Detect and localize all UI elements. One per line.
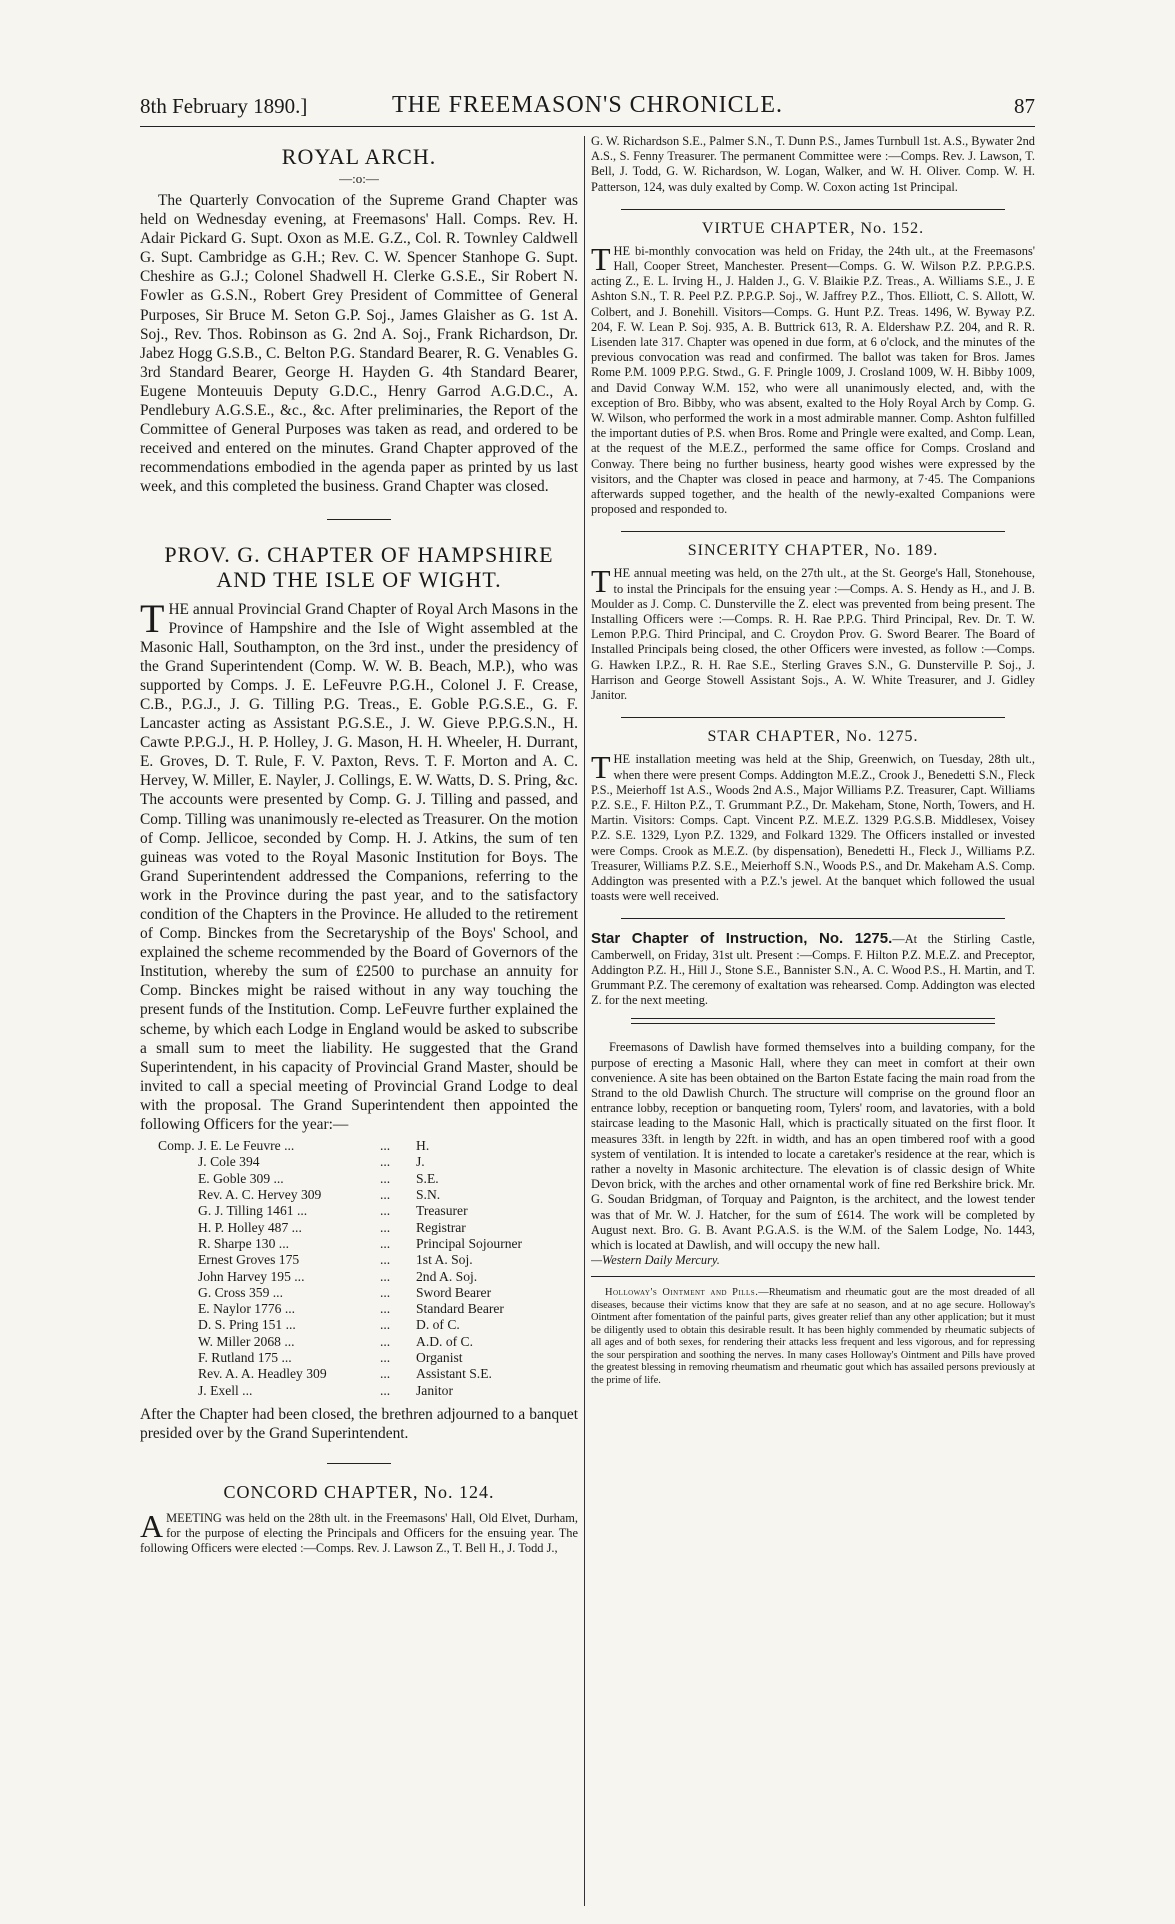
officer-name: F. Rutland 175 ... — [198, 1349, 292, 1365]
officer-row — [158, 1171, 522, 1187]
star-instruction-article — [591, 931, 1035, 1008]
officer-name: E. Goble 309 ... — [198, 1170, 284, 1186]
column-divider — [584, 136, 585, 1906]
publication-title: THE FREEMASON'S CHRONICLE. — [391, 92, 783, 118]
officer-name: D. S. Pring 151 ... — [198, 1317, 296, 1333]
officer-office: D. of C. — [416, 1317, 460, 1333]
officer-row — [158, 1252, 522, 1268]
officer-office: Sword Bearer — [416, 1284, 492, 1300]
royal-arch-heading: ROYAL ARCH. — [281, 144, 437, 169]
officer-name: H. P. Holley 487 ... — [198, 1219, 302, 1235]
concord-article-continued: G. W. Richardson S.E., Palmer S.N., T. Dunn P.S., James Turnbull 1st. A.S., Bywater 2nd A.S., S. Fenny Treasurer. The permanent Committee were :—Comps. Rev. J. Lawson, T. Bell, J. Todd, G. W. Richardson, W. Logan, Walker, and W. H. Oliver. Comp. W. H. Patterson, 124, was duly exalted by Comp. W. Coxon acting 1st Principal. — [591, 134, 1035, 194]
section-rule — [327, 519, 391, 520]
officer-leader-dots: ... — [380, 1317, 391, 1333]
concord-article-text: MEETING was held on the 28th ult. in the Freemasons' Hall, Old Elvet, Durham, for the purpose of electing the Principals and Officers for the ensuing year. The following Officers were elected :—Comps. Rev. J. Lawson Z., T. Bell H., J. Todd J., — [140, 1511, 578, 1556]
holloway-text — [591, 1287, 1035, 1387]
officer-leader-dots: ... — [380, 1187, 391, 1203]
officer-office: 2nd A. Soj. — [416, 1268, 478, 1284]
holloway-advertisement — [591, 1287, 1035, 1387]
officer-office: Registrar — [416, 1219, 466, 1235]
officer-row — [158, 1317, 522, 1333]
hampshire-article — [140, 595, 578, 1135]
officer-leader-dots: ... — [380, 1284, 391, 1300]
double-rule — [631, 1018, 995, 1024]
officer-row — [158, 1366, 522, 1382]
officers-table — [158, 1138, 522, 1399]
officer-name: J. Cole 394 — [198, 1154, 260, 1170]
ornament-divider: —:o:— — [339, 171, 379, 186]
drop-cap: T — [591, 240, 611, 277]
officer-office: Organist — [416, 1349, 463, 1365]
officer-leader-dots: ... — [380, 1349, 391, 1365]
section-rule — [621, 918, 1005, 919]
hampshire-article-text: HE annual Provincial Grand Chapter of Royal Arch Masons in the Province of Hampshire and the Isle of Wight assembled at the Masonic Hall, Southampton, on the 3rd inst., under the presidency of the Grand Superintendent (Comp. W. W. B. Beach, M.P.), who was supported by Comps. J. E. LeFeuvre P.G.H., Colonel J. F. Crease, C.B., P.G.J., J. G. Tilling P.G. Treas., E. Goble P.G.S.E., G. F. Lancaster acting as Assistant P.G.S.E., J. W. Gieve P.P.G.S.N., H. Cawte P.P.G.J., H. P. Holley, J. G. Mason, H. H. Wheeler, H. Durrant, E. Groves, D. T. Rule, F. V. Paxton, Revs. T. F. Morton and A. C. Hervey, W. Miller, E. Nayler, J. Collings, E. W. Watts, D. S. Pring, &c. The accounts were presented by Comp. G. J. Tilling and passed, and Comp. Tilling was unanimously re-elected as Treasurer. On the motion of Comp. Jellicoe, seconded by Comp. H. J. Atkins, the sum of ten guineas was voted to the Royal Masonic Institution for Boys. The Grand Superintendent addressed the Companions, referring to the work in the Province during the past year, and to the satisfactory condition of the Chapters in the Province. He alluded to the retirement of Comp. Binckes from the Secretaryship of the Boys' School, and explained the scheme recommended by the Board of Governors of the Institution, whereby the sum of £2500 to purchase an annuity for Comp. Binckes might be raised without in any way touching the present funds of the Institution. Comp. LeFeuvre further explained the scheme, by which each Lodge in England would be asked to subscribe a small sum to meet the liability. He suggested that the Grand Superintendent, in his capacity of Provincial Grand Master, should be invited to call a special meeting of Provincial Grand Lodge to deal with the proposal. The Grand Superintendent then appointed the following Officers for the year:— — [140, 600, 578, 1134]
officer-name: J. Exell ... — [198, 1382, 253, 1398]
issue-date: 8th February 1890.] — [140, 94, 308, 118]
officer-name: Rev. A. A. Headley 309 — [198, 1366, 327, 1382]
officer-office: H. — [416, 1138, 430, 1154]
holloway-body: —Rheumatism and rheumatic gout are the most dreaded of all diseases, because their victims know that they are safe at no season, and at no age secure. Holloway's Ointment after fomentation of the painful parts, gives greater relief than any other application; but it must be diligently used to obtain this desirable result. It has been highly commended by rheumatic subjects of all ages and of both sexes, for rendering their attacks less frequent and less vigorous, and for repressing the sour perspiration and soothing the nerves. In many cases Holloway's Ointment and Pills have proved the greatest blessing in removing rheumatism and rheumatic gout which has assailed persons previously at the prime of life. — [591, 1287, 1035, 1386]
virtue-article — [591, 240, 1035, 518]
officer-row — [158, 1236, 522, 1252]
officer-row — [158, 1285, 522, 1301]
left-column — [140, 134, 578, 1914]
officer-name: Ernest Groves 175 — [198, 1252, 300, 1268]
officer-row — [158, 1220, 522, 1236]
sincerity-article-text: HE annual meeting was held, on the 27th ult., at the St. George's Hall, Stonehouse, to instal the Principals for the ensuing year :—Comps. A. S. Hendy as H., and J. B. Moulder as J. Comp. C. Dunsterville the Z. elect was prevented from being present. The Installing Officers were :—Comps. R. H. Rae P.P.G. Third Principal, Rev. Dr. T. W. Lemon P.P.G. Third Principal, and C. Croydon Prov. G. Sword Bearer. The Board of Installed Principals being closed, the other Officers were invested, as follow :—Comps. G. Hawken I.P.Z., R. H. Rae S.E., Sterling Graves S.N., G. Dunsterville P. Soj., J. Harrison and George Stowell Assistant Sojs., A. W. White Treasurer, and J. Gidley Janitor. — [591, 566, 1035, 703]
section-rule — [621, 209, 1005, 210]
section-rule — [621, 717, 1005, 718]
officer-row — [158, 1383, 522, 1399]
officer-name: G. Cross 359 ... — [198, 1284, 283, 1300]
officer-row — [158, 1301, 522, 1317]
star-instruction-text: —At the Stirling Castle, Camberwell, on Friday, 31st ult. Present :—Comps. F. Hilton P.Z. M.E.Z. and Preceptor, Addington P.Z. H., Hill J., Stone S.E., Bannister S.N., A. C. Wood P.S., H. Martin, and T. Grummant P.Z. The ceremony of exaltation was rehearsed. Comp. Addington was elected Z. for the next meeting. — [591, 932, 1035, 1008]
officer-leader-dots: ... — [380, 1154, 391, 1170]
officer-row — [158, 1203, 522, 1219]
page-header — [140, 92, 1035, 127]
sincerity-heading: SINCERITY CHAPTER, No. 189. — [687, 542, 939, 560]
dawlish-attribution: —Western Daily Mercury. — [591, 1253, 720, 1268]
officer-leader-dots: ... — [380, 1333, 391, 1349]
section-rule — [327, 1463, 391, 1464]
section-rule — [591, 1276, 1035, 1277]
officer-leader-dots: ... — [380, 1203, 391, 1219]
officer-leader-dots: ... — [380, 1301, 391, 1317]
officer-office: 1st A. Soj. — [416, 1252, 473, 1268]
officer-leader-dots: ... — [380, 1170, 391, 1186]
officer-name: John Harvey 195 ... — [198, 1268, 305, 1284]
drop-cap: A — [140, 1508, 164, 1545]
officer-office: S.E. — [416, 1170, 439, 1186]
officer-leader-dots: ... — [380, 1138, 391, 1154]
officer-name: G. J. Tilling 1461 ... — [198, 1203, 308, 1219]
officer-row — [158, 1334, 522, 1350]
section-rule — [621, 531, 1005, 532]
officer-office: Assistant S.E. — [416, 1366, 492, 1382]
officer-name: E. Naylor 1776 ... — [198, 1301, 296, 1317]
concord-article — [140, 1508, 578, 1557]
officer-office: Standard Bearer — [416, 1301, 504, 1317]
dawlish-article: Freemasons of Dawlish have formed themselves into a building company, for the purpose of erecting a Masonic Hall, where they can meet in comfort at their own convenience. A site has been obtained on the Barton Estate facing the main road from the Strand to the old Dawlish Church. The structure will comprise on the ground floor an entrance lobby, reception or banqueting room, Tylers' room, and lavatories, with a bold staircase leading to the Masonic Hall, which is practically situated on the first floor. It measures 33ft. in length by 22ft. in width, and has an open timbered roof with a good system of ventilation. It is intended to locate a caretaker's residence at the rear, which is rather a novelty in Masonic architecture. The elevation is of classic design of White Devon brick, with the arches and other ornamental work of fine red Berkshire brick. Mr. G. Soudan Bridgman, of Torquay and Paignton, is the architect, and the lowest tender was that of Mr. W. J. Hatcher, for the sum of £614. The work will be completed by August next. Bro. G. B. Avant P.G.A.S. is the W.M. of the Salem Lodge, No. 1443, which is located at Dawlish, and will occupy the new hall. — [591, 1040, 1035, 1252]
officer-name: W. Miller 2068 ... — [198, 1333, 295, 1349]
officer-leader-dots: ... — [380, 1382, 391, 1398]
officer-row — [158, 1269, 522, 1285]
drop-cap: T — [591, 563, 611, 600]
virtue-heading: VIRTUE CHAPTER, No. 152. — [701, 219, 925, 237]
virtue-article-text: HE bi-monthly convocation was held on Friday, the 24th ult., at the Freemasons' Hall, Cooper Street, Manchester. Present—Comps. G. W. Wilson P.Z. P.P.G.P.S. acting Z., E. L. Irving H., J. Halden J., G. V. Blaikie P.Z. Treas., A. Williams S.E., J. E Ashton S.N., T. R. Peel P.Z. P.P.G.P. Soj., W. Jaffrey P.Z., Thos. Elliott, C. S. Allott, W. Colbert, and J. Bonehill. Visitors—Comps. G. Hunt P.Z. Treas. 1496, W. Byway P.Z. 204, F. W. Lean P. Soj. 935, A. B. Buttrick 613, R. A. Eldershaw P.Z. 204, and R. R. Lisenden late 317. Chapter was opened in due form, at 6 o'clock, and the minutes of the previous convocation was read and confirmed. The ballot was taken for Bros. James Rome P.M. 1009 P.P.G. Stwd., G. F. Pringle 1009, J. Crosland 1009, W. H. Bibby 1009, and David Conway W.M. 152, who were all unanimously elected, and, with the exception of Bro. Bibby, who was absent, exalted to the Holy Royal Arch by Comp. G. W. Wilson, who performed the work in a most admirable manner. Comp. Ashton fulfilled the important duties of P.S. when Bros. Rome and Pringle were exalted, and Comp. Lean, at the request of the M.E.Z., performed the same office for Comps. Crosland and Conway. There being no further business, hearty good wishes were expressed by the visitors, and the Chapter was closed in peace and harmony, at 7·45. The Companions afterwards supped together, and the health of the newly-exalted Companions were proposed and responded to. — [591, 243, 1035, 517]
drop-cap: T — [140, 595, 165, 641]
officer-office: Principal Sojourner — [416, 1235, 523, 1251]
officer-office: J. — [416, 1154, 425, 1170]
hampshire-closing: After the Chapter had been closed, the brethren adjourned to a banquet presided over by the Grand Superintendent. — [140, 1405, 578, 1442]
concord-heading: CONCORD CHAPTER, No. 124. — [223, 1482, 495, 1503]
officer-name: R. Sharpe 130 ... — [198, 1235, 289, 1251]
officer-leader-dots: ... — [380, 1268, 391, 1284]
officer-office: A.D. of C. — [416, 1333, 474, 1349]
officers-list — [158, 1138, 522, 1399]
officer-leader-dots: ... — [380, 1366, 391, 1382]
officer-office: Janitor — [416, 1382, 453, 1398]
sincerity-article — [591, 563, 1035, 703]
holloway-heading: Holloway's Ointment and Pills. — [605, 1287, 759, 1299]
drop-cap: T — [591, 749, 611, 786]
officer-leader-dots: ... — [380, 1219, 391, 1235]
officer-office: S.N. — [416, 1187, 441, 1203]
hampshire-heading-line2: AND THE ISLE OF WIGHT. — [216, 566, 502, 592]
page-number: 87 — [1014, 94, 1035, 118]
officer-leader-dots: ... — [380, 1252, 391, 1268]
officer-office: Treasurer — [416, 1203, 468, 1219]
officer-leader-dots: ... — [380, 1235, 391, 1251]
star-article — [591, 749, 1035, 904]
royal-arch-article: The Quarterly Convocation of the Supreme Grand Chapter was held on Wednesday evening, at Freemasons' Hall. Comps. Rev. H. Adair Pickard G. Supt. Oxon as M.E. G.Z., Col. R. Townley Caldwell G. Supt. Cambridge as G.H.; Rev. C. W. Spencer Stanhope G. Supt. Cheshire as G.J.; Colonel Shadwell H. Clerke G.S.E., Sir Robert N. Fowler as G.S.N., Robert Grey President of Committee of General Purposes, Sir Bruce M. Seton G.P. Soj., James Glaisher as G. 1st A. Soj., Rev. Thos. Robinson as G. 2nd A. Soj., Frank Richardson, Dr. Jabez Hogg G.S.B., C. Belton P.G. Standard Bearer, R. G. Venables G. 3rd Standard Bearer, George H. Hayden G. 4th Standard Bearer, Eugene Monteuuis Deputy G.D.C., Henry Garrod A.G.D.C., A. Pendlebury A.G.S.E., &c., &c. After preliminaries, the Report of the Committee of General Purposes was taken as read, and ordered to be received and entered on the minutes. Grand Chapter approved of the recommendations embodied in the agenda paper as printed by us last week, and this completed the business. Grand Chapter was closed. — [140, 192, 578, 496]
right-column — [591, 134, 1035, 1914]
hampshire-heading-line1: PROV. G. CHAPTER OF HAMPSHIRE — [164, 541, 554, 567]
officer-name: Comp. J. E. Le Feuvre ... — [158, 1138, 295, 1154]
officer-row — [158, 1350, 522, 1366]
star-article-text: HE installation meeting was held at the Ship, Greenwich, on Tuesday, 28th ult., when there were present Comps. Addington M.E.Z., Crook J., Benedetti S.N., Fleck P.S., Meierhoff 1st A.S., Woods 2nd A.S., Major Williams P.Z. Treasurer, Capt. Williams P.Z. S.E., F. Hilton P.Z., T. Grummant P.Z., Dr. Makeham, Stone, North, Towers, and H. Martin. Visitors: Comps. Capt. Vincent P.Z. M.E.Z. 1329 P.G.S.B. Middlesex, Voisey P.Z. S.E. 1329, Lyon P.Z. 1329, and Folkard 1329. The Officers installed or invested were Comps. Crook as M.E.Z. (by dispensation), Benedetti H., Fleck J., Williams P.Z. Treasurer, Williams P.Z. S.E., Meierhoff S.N., Woods P.S., and Dr. Makeham A.S. Comp. Addington was presented with a P.Z.'s jewel. At the banquet which followed the usual toasts were well received. — [591, 752, 1035, 904]
officer-row — [158, 1187, 522, 1203]
star-heading: STAR CHAPTER, No. 1275. — [707, 728, 919, 746]
star-instruction-heading: Star Chapter of Instruction, No. 1275. — [591, 930, 893, 948]
officer-name: Rev. A. C. Hervey 309 — [198, 1187, 322, 1203]
officer-row — [158, 1154, 522, 1170]
officer-row — [158, 1138, 522, 1154]
